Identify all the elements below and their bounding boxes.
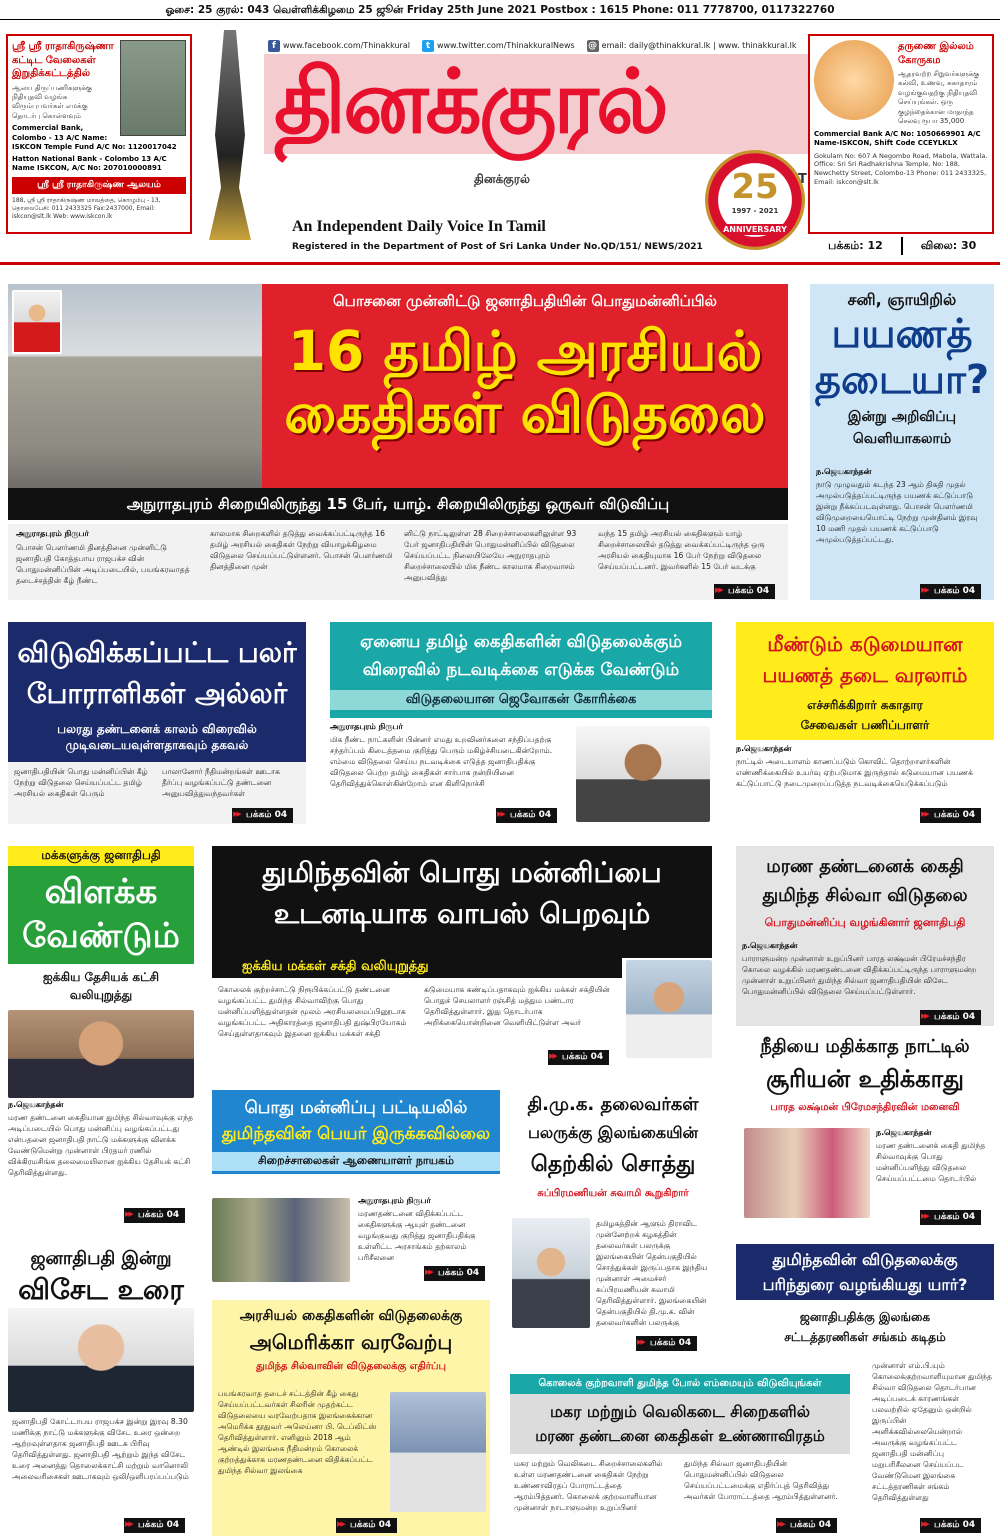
trophy-image xyxy=(200,30,260,240)
masthead-logo-small: தினக்குரல் xyxy=(474,172,530,186)
page-count: பக்கம்: 12 xyxy=(810,237,903,255)
recommend-headline-box xyxy=(736,1244,994,1300)
sun-byline: ந.ஜெயகாந்தன் xyxy=(876,1128,932,1137)
sun-sub: பாரத லக்ஷ்மன் பிரேமசந்திரவின் மனைவி xyxy=(770,1102,960,1113)
ltte-col-2: பாலானோர் நீதிமன்றங்கள் ஊடாக தீர்ப்பு வழங்கப்பட்டு தண்டனை அனுபவித்துவந்தவர்கள் xyxy=(162,767,280,798)
others-page-link[interactable]: ▶▶ பக்கம் 04 xyxy=(496,808,557,823)
speech-headline-1: ஜனாதிபதி இன்று xyxy=(30,1248,172,1269)
temple-ad xyxy=(6,34,192,234)
lockdown-byline: ந.ஜெயகாந்தன் xyxy=(736,744,792,753)
dmk-headline-1: தி.மு.க. தலைவர்கள் xyxy=(527,1094,699,1115)
duminda-headline-1: மரண தண்டனைக் கைதி xyxy=(766,856,964,877)
duminda-box xyxy=(736,846,994,1026)
masthead-tagline: An Independent Daily Voice In Tamil xyxy=(292,218,546,235)
lockdown-headline-2: பயணத் தடை வரலாம் xyxy=(762,663,968,687)
lead-kicker: பொசனை முன்னிட்டு ஜனாதிபதியின் பொதுமன்னிப்பில் xyxy=(333,292,717,310)
others-byline: அநுராதபுரம் நிருபர் xyxy=(330,722,403,731)
revoke-col-1: கொலைக் குற்றச்சாட்டு நிரூபிக்கப்பட்டு தண்டனை வழங்கப்பட்ட துமிந்த சில்வாவிற்கு பொது மன்னிப்பளித்துள்ளதன் மூலம் அரசியலமைப்பினூடாக வழங்கப்பட்ட அதிகாரத்தை ஜனாதிபதி துஷ்பிரயோகம் செய்துள்ளதாகவும் இதனை ஐக்கிய மக்கள் சக்தி xyxy=(218,985,407,1038)
duminda-text: பாராளுமன்ற முன்னாள் உறுப்பினர் பாரத லக்ஷ்மன் பிரேமச்சந்திர கொலை வழக்கில் மரணதண்டனை விதிக்கப்பட்டிருந்த பாராளுமன்ற முன்னாள் உறுப்பினர் துமிந்த சில்வா ஜனாதிபதியின் விசேட பொதுமன்னிப்பில் விடுதலை செய்யப்பட்டுள்ளார். xyxy=(742,954,977,996)
duminda-page-link[interactable]: ▶▶ பக்கம் 04 xyxy=(920,1010,981,1025)
travel-headline-1: பயணத் xyxy=(831,311,973,357)
explain-page-link[interactable]: ▶▶ பக்கம் 04 xyxy=(124,1208,185,1223)
duminda-sub: பொதுமன்னிப்பு வழங்கினார் ஜனாதிபதி xyxy=(764,916,966,929)
usa-headline-2: அமெரிக்கா வரவேற்பு xyxy=(249,1330,453,1354)
explain-kicker: மக்களுக்கு ஜனாதிபதி xyxy=(8,846,194,866)
children-ad-title: தருணை இல்லம் கோருகம xyxy=(898,41,974,66)
others-headline-2: விரைவில் நடவடிக்கை எடுக்க வேண்டும் xyxy=(362,660,680,680)
us-ambassador-photo xyxy=(390,1392,486,1512)
explain-sub-1: ஐக்கிய தேசியக் கட்சி xyxy=(42,970,160,984)
revoke-page-link[interactable]: ▶▶ பக்கம் 04 xyxy=(548,1050,609,1065)
inset-portrait xyxy=(12,290,62,354)
temple-ad-title: ஸ்ரீ ஸ்ரீ ராதாகிருஷ்ணா கட்டிட வேலைகள் இறுதிக்கட்டத்தில் xyxy=(12,41,114,79)
revoke-headline-1: துமிந்தவின் பொது மன்னிப்பை xyxy=(262,856,662,889)
lockdown-headline-1: மீண்டும் கடுமையான xyxy=(767,632,963,656)
children-ad-bank: Commercial Bank A/C No: 1050669901 A/C Name-ISKCON, Shift Code CCEYLKLX xyxy=(814,129,981,148)
sun-headline-1: நீதியை மதிக்காத நாட்டில் xyxy=(760,1036,970,1057)
travel-body: நாடு முழுவதும் கடந்த 23 ஆம் திகதி முதல் அமுல்படுத்தப்பட்டிருந்த பயணக் கட்டுப்பாடு இன்று நீக்கப்படவுள்ளது. பொசன் பௌர்ணமி விடுமுறையையொட்டி நேற்று முன்தினம் இரவு 10 மணி முதல் பயணக் கட்டுப்பாடு அமுல்படுத்தப்பட்டது. xyxy=(816,480,978,544)
anniversary-label: ANNIVERSARY xyxy=(712,224,798,235)
twitter-link[interactable]: t www.twitter.com/ThinakkuralNews xyxy=(422,40,575,52)
others-headline-1: ஏனைய தமிழ் கைதிகளின் விடுதலைக்கும் xyxy=(359,632,682,652)
recommend-sub-2: சட்டத்தரணிகள் சங்கம் கடிதம் xyxy=(784,1330,946,1344)
duminda-headline-2: துமிந்த சில்வா விடுதலை xyxy=(762,885,968,906)
sun-page-link[interactable]: ▶▶ பக்கம் 04 xyxy=(920,1210,981,1225)
usa-page-link[interactable]: ▶▶ பக்கம் 04 xyxy=(336,1518,397,1533)
ltte-headline-box xyxy=(8,622,306,762)
travel-ban-box xyxy=(810,284,994,600)
anniversary-number: 25 xyxy=(731,167,779,207)
dmk-page-link[interactable]: ▶▶ பக்கம் 04 xyxy=(636,1336,697,1351)
masthead-logo: தினக்குரல் xyxy=(274,54,666,153)
hunger-headline-box xyxy=(510,1394,850,1454)
gotabaya-photo xyxy=(8,1308,194,1412)
explain-sub-2: வலியுறுத்து xyxy=(69,988,133,1002)
recommend-text: முன்னாள் எம்.பி.யும் கொலைக்குற்றவாளியுமான துமிந்த சில்வா விடுதலை தொடர்பான அடிப்படைக் காரணங்கள் பலவற்றில் ஏதேனும் ஒன்றில் இருப்பின் அளிக்கவில்லையென்றால் அவருக்கு வழங்கப்பட்ட ஜனாதிபதி மன்னிப்பு மறுபரிசீலனை செய்யப்பட வேண்டுமென இலங்கை சட்டத்தரணிகள் சங்கம் தெரிவித்துள்ளது xyxy=(872,1361,992,1502)
children-ad-body: ஆதரவற்ற சிறுவர்களுக்கு கல்வி, உணவு, சுகாதாரம் வழங்குவதற்கு நிதியுதவி செய்யுங்கள். ஒரு குழந்தைக்கான மாதாந்த செலவு ரூபா 35,000 xyxy=(898,70,980,126)
facebook-link[interactable]: f www.facebook.com/Thinakkural xyxy=(268,40,410,52)
dmk-headline-2: பலருக்கு இலங்கையின் xyxy=(527,1123,699,1142)
prison-photo xyxy=(8,284,262,488)
sun-text: மரண தண்டனைக் கைதி துமிந்த சில்வாவுக்கு பொது மன்னிப்பளித்து விடுதலை செய்யப்பட்டமை தொடர்பில் xyxy=(876,1141,986,1183)
usa-sub: துமிந்த சில்வாவின் விடுதலைக்கு எதிர்ப்பு xyxy=(256,1361,446,1372)
revoke-col-2: கடுமையாக கண்டிப்பதாகவும் ஐக்கிய மக்கள் சக்தியின் பொதுச் செயலாளர் ரஞ்சித் மத்தும பண்டார தெரிவித்துள்ளார். இது தொடர்பாக அறிக்கையொன்றினை வெளியிட்டுள்ள அவர் xyxy=(424,985,610,1027)
lead-col-4: வந்த 15 தமிழ் அரசியல் கைதிகளும் யாழ் சிறைச்சாலையில் தடுத்து வைக்கப்பட்டிருந்த ஒரு அரசியல் கைதியுமாக 16 பேர் நேற்று விடுதலை செய்யப்பட்டனர். இவர்களில் 15 பேர் வடக்கு xyxy=(598,529,765,571)
list-headline-2: துமிந்தவின் பெயர் இருக்கவில்லை xyxy=(221,1124,491,1144)
children-ad-address: Gokulam No: 607 A Negombo Road, Mabola, Wattala. Office: Sri Sri Radhakrishna Temple, No: 188, Newchetty Street, Colombo-13 Phone: 011 2433325, Email: iskcon@slt.lk xyxy=(814,151,988,186)
ranjith-photo xyxy=(626,960,712,1058)
anniversary-years: 1997 - 2021 xyxy=(731,207,779,215)
temple-ad-footer: ஸ்ரீ ஸ்ரீ ராதாகிருஷ்ண ஆலயம் xyxy=(12,177,186,193)
others-sub: விடுதலையான ஜெவோகன் கோரிக்கை xyxy=(330,690,712,710)
lead-headline-line2: கைதிகள் விடுதலை xyxy=(284,381,766,445)
recommend-page-link[interactable]: ▶▶ பக்கம் 04 xyxy=(920,1518,981,1533)
recommend-headline-2: பரிந்துரை வழங்கியது யார்? xyxy=(762,1275,968,1294)
children-home-ad xyxy=(808,34,994,234)
price: விலை: 30 xyxy=(920,239,977,252)
recommend-sub-1: ஜனாதிபதிக்கு இலங்கை xyxy=(799,1310,931,1324)
hunger-page-link[interactable]: ▶▶ பக்கம் 04 xyxy=(776,1518,837,1533)
list-page-link[interactable]: ▶▶ பக்கம் 04 xyxy=(424,1266,485,1281)
list-text: மரணதண்டனை விதிக்கப்பட்ட கைதிகளுக்கு ஆயுள் தண்டனை வழங்குவது குறித்து ஜனாதிபதிக்கு உள்ளிட்ட அரசாங்கம் தற்காலம் பரிசீலனை xyxy=(358,1209,476,1262)
explain-text: மரண தண்டனை கைதியான துமிந்த சில்வாவுக்கு எந்த அடிப்படையில் பொது மன்னிப்பு வழங்கப்பட்டது என்பதனை ஜனாதிபதி நாட்டு மக்களுக்கு விளக்க வேண்டுமென்று முன்னாள் பிரதமர் ரணில் விக்கிரமசிங்க தலைமையிலான ஐக்கிய தேசியக் கட்சி தெரிவித்துள்ளது. xyxy=(8,1113,194,1177)
speech-page-link[interactable]: ▶▶ பக்கம் 04 xyxy=(124,1518,185,1533)
facebook-icon: f xyxy=(268,40,280,52)
ltte-headline-1: விடுவிக்கப்பட்ட பலர் xyxy=(17,636,297,669)
family-photo xyxy=(744,1128,870,1218)
dateline: ஓசை: 25 குரல்: 043 வெள்ளிக்கிழமை 25 ஜூன் Friday 25th June 2021 Postbox : 1615 Phone: 011 7778700, 0117322760 xyxy=(0,0,1000,20)
page-info xyxy=(810,237,994,255)
speech-text: ஜனாதிபதி கோட்டாபய ராஜபக்ச இன்று இரவு 8.30 மணிக்கு நாட்டு மக்களுக்கு விசேட உரை ஒன்றை ஆற்றவுள்ளதாக ஜனாதிபதி ஊடக பிரிவு தெரிவித்துள்ளது. ஜனாதிபதி ஆற்றும் இந்த விசேட உரை அனைத்து தொலைக்காட்சி மற்றும் வானொலி அலைவரிசைகள் ஊடாகவும் ஒலி/ஒளிபரப்பப்படும் xyxy=(12,1417,189,1481)
list-headline-1: பொது மன்னிப்பு பட்டியலில் xyxy=(244,1098,468,1118)
dmk-headline-3: தெற்கில் சொத்து xyxy=(530,1152,696,1177)
explain-headline-1: விளக்க xyxy=(44,872,158,912)
temple-ad-body: ஆலய திருப்பணிகளுக்கு நிதியுதவி வழங்க விரும்புபவர்கள் எமக்கு தொடர்பு கொள்ளவும் xyxy=(12,83,93,120)
lockdown-sub-2: சேவைகள் பணிப்பாளர் xyxy=(800,718,930,732)
ltte-sub: பலரது தண்டனைக் காலம் விரைவில் முடிவடையவுள்ளதாகவும் தகவல் xyxy=(57,722,257,752)
sun-box xyxy=(736,1030,994,1226)
revoke-headline-2: உடனடியாக வாபஸ் பெறவும் xyxy=(273,897,651,930)
explain-box xyxy=(8,846,194,964)
hunger-headline-2: மரண தண்டனை கைதிகள் உண்ணாவிரதம் xyxy=(535,1427,825,1445)
usa-box xyxy=(212,1300,490,1536)
lead-headline-band xyxy=(262,284,788,488)
travel-headline-2: தடையா? xyxy=(814,357,990,403)
lockdown-box xyxy=(736,622,994,740)
hunger-headline-1: மகர மற்றும் வெலிகடை சிறைகளில் xyxy=(549,1402,811,1421)
usa-text: பயங்கரவாத தடைச் சட்டத்தின் கீழ் கைது செய்யப்பட்டவர்கள் சிலரின் முதற்கட்ட விடுதலையை வரவேற்பதாக இலங்கைக்கான அமெரிக்க தூதுவர் அலெய்னா பி. டெப்லிட்ஸ் தெரிவித்துள்ளார். எனினும் 2018 ஆம் ஆண்டில் இலங்கை நீதிமன்றம் கொலைக் குற்றத்துக்காக மரணதண்டனை விதிக்கப்பட்ட துமிந்த சில்வா இலங்கை xyxy=(218,1389,377,1475)
hunger-col-2: துமிந்த சில்வா ஜனாதிபதியின் பொதுமன்னிப்பில் விடுதலை செய்யப்பட்டமைக்கு எதிர்ப்புத் தெரிவித்து அவர்கள் போராட்டத்தை ஆரம்பித்துள்ளனர். xyxy=(684,1459,838,1501)
revoke-sub: ஐக்கிய மக்கள் சக்தி வலியுறுத்து xyxy=(212,956,622,978)
prison-commissioner-photo xyxy=(212,1198,350,1282)
revoke-headline-box xyxy=(212,846,712,958)
ltte-headline-2: போராளிகள் அல்லர் xyxy=(26,677,288,710)
temple-tower-image xyxy=(120,40,186,136)
sun-headline-2: சூரியன் உதிக்காது xyxy=(766,1065,964,1093)
duminda-byline: ந.ஜெயகாந்தன் xyxy=(742,941,798,950)
registration-note: Registered in the Department of Post of Sri Lanka Under No.QD/151/ NEWS/2021 xyxy=(292,242,703,252)
lead-col-3: னிட்டு நாட்டிலுள்ள 28 சிறைச்சாலைகளிலுள்ள 93 பேர் ஜனாதிபதியின் பொதுமன்னிப்பில் விடுதலை செய்யப்பட்ட நிலையிலேயே அநுராதபுரம் சிறைச்சாலையில் மிக நீண்ட காலமாக சிறைவாசம் அனுபவித்து xyxy=(404,529,577,582)
list-headline-box xyxy=(212,1090,500,1174)
released-prisoner-photo xyxy=(576,726,710,822)
temple-ad-contact: 188, ஸ்ரீ ஸ்ரீ ராதாகிருஷ்ண மாவத்தை, கொழும்பு - 13, தொலைபேசி: 011 2433325 Fax:2437000, Email: iskcon@slt.lk Web: www.iskcon.lk xyxy=(12,196,161,220)
lead-col-2: காலமாக சிறைகளில் தடுத்து வைக்கப்பட்டிருந்த 16 தமிழ் அரசியல் கைதிகள் நேற்று வியாழக்கிழமை விடுதலை செய்யப்பட்டுள்ளனர். பொசன் பௌர்ணமி தினத்தினை முன் xyxy=(210,529,393,571)
explain-byline: ந.ஜெயகாந்தன் xyxy=(8,1100,64,1109)
lead-byline: அநுராதபுரம் நிருபர் xyxy=(16,529,89,538)
dmk-sub: சுப்பிரமணியன் சுவாமி கூறுகிறார் xyxy=(537,1188,689,1199)
krishna-image xyxy=(814,40,894,120)
ltte-page-link[interactable]: ▶▶ பக்கம் 04 xyxy=(232,808,293,823)
email-link[interactable]: @ email: daily@thinakkural.lk | www. thinakkural.lk xyxy=(588,41,797,51)
lockdown-page-link[interactable]: ▶▶ பக்கம் 04 xyxy=(920,808,981,823)
travel-page-link[interactable]: ▶▶ பக்கம் 04 xyxy=(920,584,981,599)
speech-box xyxy=(8,1244,194,1534)
temple-ad-bank1: Commercial Bank, Colombo - 13 A/C Name: ISKCON Temple Fund A/C No: 1120017042 xyxy=(12,124,177,152)
hunger-kicker: கொலைக் குற்றவாளி துமிந்த போல் எம்மையும் விடுவியுங்கள் xyxy=(510,1374,850,1394)
explain-body xyxy=(8,1100,194,1224)
social-links xyxy=(268,38,808,54)
subramanian-swamy-photo xyxy=(512,1218,590,1328)
lead-subheadline: அநுராதபுரம் சிறையிலிருந்து 15 பேர், யாழ். சிறையிலிருந்து ஒருவர் விடுவிப்பு xyxy=(8,488,788,520)
lockdown-text: நாட்டில் அடையாளம் காணப்படும் கொவிட் தொற்றாளர்களின் எண்ணிக்கையில் உயர்வு ஏற்படுமாக இருந்தால் கடுமையான பயணக் கட்டுப்பாட்டு நடைமுறைப்படுத்த நடவடிக்கையெடுக்கப்படும் xyxy=(736,757,973,788)
dmk-box xyxy=(510,1090,716,1350)
anniversary-badge xyxy=(705,150,805,250)
list-byline: அநுராதபுரம் நிருபர் xyxy=(358,1196,431,1205)
travel-kicker: சனி, ஞாயிறில் xyxy=(847,290,957,309)
twitter-icon: t xyxy=(422,40,434,52)
temple-ad-bank2: Hatton National Bank - Colombo 13 A/C Name ISKCON, A/C No: 207010000891 xyxy=(12,154,167,172)
lead-body xyxy=(8,524,788,600)
lead-col-1: அநுராதபுரம் நிருபர் பொசன் பௌர்ணமி தினத்தினை முன்னிட்டு ஜனாதிபதி கோத்தபாய ராஜபக்ச வின் பொதுமன்னிப்பின் அடிப்படையில், பயங்கரவாதத் தடைச்சத்தின் கீழ் நீண்ட xyxy=(16,528,202,586)
usa-headline-1: அரசியல் கைதிகளின் விடுதலைக்கு xyxy=(239,1308,463,1324)
others-headline-box xyxy=(330,622,712,718)
email-icon: @ xyxy=(588,41,598,51)
lead-page-link[interactable]: ▶▶ பக்கம் 04 xyxy=(714,584,775,599)
explain-headline-2: வேண்டும் xyxy=(22,916,180,956)
ltte-col-1: ஜனாதிபதியின் பொது மன்னிப்பின் கீழ் நேற்று விடுதலை செய்யப்பட்ட தமிழ் அரசியல் கைதிகள் பெரும் xyxy=(14,767,148,798)
dmk-text: தமிழகத்தின் ஆளும் திராவிட முன்னேற்றக் கழகத்தின் தலைவர்கள் பலருக்கு இலங்கையின் தென்பகுதியில் சொத்துக்கள் இருப்பதாக இந்திய முன்னாள் அமைச்சர் சுப்பிரமணியன் சுவாமி தெரிவித்துள்ளார். இலங்கையின் தென்பகுதியில் தி.மு.க. வின் தலைவர்களின் பலருக்கு xyxy=(596,1219,708,1327)
speech-headline-2: விசேட உரை xyxy=(18,1273,184,1306)
recommend-headline-1: துமிந்தவின் விடுதலைக்கு xyxy=(772,1250,958,1269)
travel-sub-1: இன்று அறிவிப்பு xyxy=(847,409,957,425)
lockdown-sub-1: எச்சரிக்கிறார் சுகாதார xyxy=(807,698,923,712)
hunger-col-1: மகர மற்றும் வெலிகடை சிறைச்சாலைகளில் உள்ள மரணதண்டனை கைதிகள் நேற்று உண்ணாவிரதப் போராட்டத்தை ஆரம்பித்தனர். கொலைக் குற்றவாளியான முன்னாள் நாடாளுமன்ற உறுப்பினர் xyxy=(514,1459,663,1512)
masthead-rule xyxy=(0,262,1000,265)
ranil-photo xyxy=(8,1010,194,1098)
travel-sub-2: வெளியாகலாம் xyxy=(852,431,952,447)
travel-byline: ந.ஜெயகாந்தன் xyxy=(816,467,872,476)
others-text: மிக நீண்ட நாட்களின் பின்னர் எமது உறவினர்களை சந்திப்பதற்கு சந்தர்ப்பம் கிடைத்தமை குறித்து பெரும் மகிழ்ச்சியடைகின்றோம். எம்மை விடுதலை செய்ய நடவடிக்கை எடுத்த ஜனாதிபதிக்கு விடுதலை பெற்ற தமிழ் கைதிகள் சார்பாக நன்றியினை தெரிவித்துக்கொள்கின்றோம் என கிளிநொச்சி xyxy=(330,735,553,788)
list-sub: சிறைச்சாலைகள் ஆணையாளர் நாயகம் xyxy=(212,1152,500,1171)
lead-headline-line1: 16 தமிழ் அரசியல் xyxy=(287,319,763,383)
